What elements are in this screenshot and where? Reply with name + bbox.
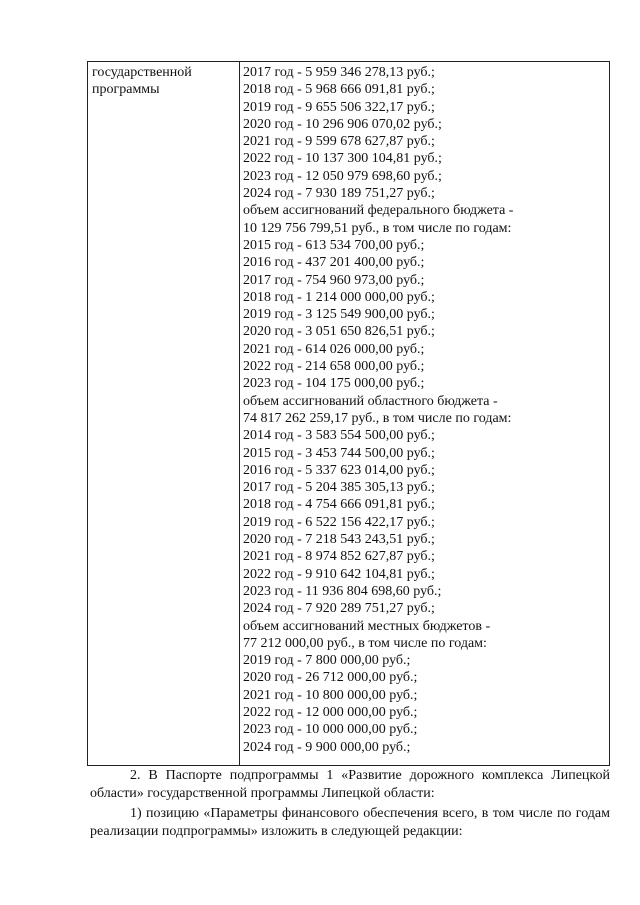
table-left-cell — [92, 64, 236, 99]
budget-line: 2019 год - 7 800 000,00 руб.; — [243, 653, 411, 669]
budget-line: 2023 год - 10 000 000,00 руб.; — [243, 722, 418, 738]
budget-line: 2019 год - 6 522 156 422,17 руб.; — [243, 514, 435, 530]
budget-line: 2017 год - 5 204 385 305,13 руб.; — [243, 480, 435, 496]
budget-line: объем ассигнований федерального бюджета - — [243, 203, 514, 219]
budget-line: 2018 год - 4 754 666 091,81 руб.; — [243, 497, 435, 513]
budget-line: 2016 год - 5 337 623 014,00 руб.; — [243, 462, 435, 478]
budget-line: объем ассигнований местных бюджетов - — [243, 618, 491, 634]
budget-line: 10 129 756 799,51 руб., в том числе по годам: — [243, 220, 512, 236]
budget-line: 2021 год - 9 599 678 627,87 руб.; — [243, 134, 435, 150]
paragraph-subprogram-passport — [90, 767, 610, 803]
budget-line: 2020 год - 26 712 000,00 руб.; — [243, 670, 418, 686]
budget-line: 2016 год - 437 201 400,00 руб.; — [243, 255, 425, 271]
column-divider — [239, 62, 240, 765]
budget-line: 2022 год - 12 000 000,00 руб.; — [243, 704, 418, 720]
budget-line: 2023 год - 11 936 804 698,60 руб.; — [243, 583, 442, 599]
budget-line: 2020 год - 7 218 543 243,51 руб.; — [243, 532, 435, 548]
budget-line: 2018 год - 1 214 000 000,00 руб.; — [243, 289, 435, 305]
budget-table — [87, 61, 610, 766]
budget-line: 2021 год - 8 974 852 627,87 руб.; — [243, 549, 435, 565]
budget-line: объем ассигнований областного бюджета - — [243, 393, 498, 409]
budget-line: 2024 год - 9 900 000,00 руб.; — [243, 739, 411, 755]
left-cell-line: программы — [92, 82, 160, 98]
budget-line: 2021 год - 10 800 000,00 руб.; — [243, 687, 418, 703]
budget-line: 2022 год - 10 137 300 104,81 руб.; — [243, 151, 442, 167]
budget-line: 2017 год - 754 960 973,00 руб.; — [243, 272, 425, 288]
budget-line: 2023 год - 104 175 000,00 руб.; — [243, 376, 425, 392]
budget-line: 2020 год - 10 296 906 070,02 руб.; — [243, 116, 442, 132]
budget-line: 2020 год - 3 051 650 826,51 руб.; — [243, 324, 435, 340]
paragraph-text: 1) позицию «Параметры финансового обеспечения всего, в том числе по годам реализации подпрограммы» изложить в следующей редакции: — [90, 806, 610, 839]
budget-line: 77 212 000,00 руб., в том числе по годам: — [243, 635, 487, 651]
budget-line: 2018 год - 5 968 666 091,81 руб.; — [243, 82, 435, 98]
budget-line: 2022 год - 9 910 642 104,81 руб.; — [243, 566, 435, 582]
budget-line: 2023 год - 12 050 979 698,60 руб.; — [243, 168, 442, 184]
budget-line: 2024 год - 7 920 289 751,27 руб.; — [243, 601, 435, 617]
budget-line: 2019 год - 3 125 549 900,00 руб.; — [243, 307, 435, 323]
budget-line: 2021 год - 614 026 000,00 руб.; — [243, 341, 425, 357]
budget-line: 2024 год - 7 930 189 751,27 руб.; — [243, 186, 435, 202]
budget-line: 2017 год - 5 959 346 278,13 руб.; — [243, 65, 435, 80]
budget-line: 2015 год - 3 453 744 500,00 руб.; — [243, 445, 435, 461]
left-cell-line: государственной — [92, 65, 192, 80]
table-right-cell — [243, 64, 607, 756]
paragraph-financing-position — [90, 805, 610, 841]
budget-line: 2014 год - 3 583 554 500,00 руб.; — [243, 428, 435, 444]
budget-line: 2022 год - 214 658 000,00 руб.; — [243, 359, 425, 375]
budget-line: 74 817 262 259,17 руб., в том числе по годам: — [243, 410, 512, 426]
budget-line: 2019 год - 9 655 506 322,17 руб.; — [243, 99, 435, 115]
paragraph-text: 2. В Паспорте подпрограммы 1 «Развитие дорожного комплекса Липецкой области» государственной программы Липецкой области: — [90, 768, 610, 801]
budget-line: 2015 год - 613 534 700,00 руб.; — [243, 237, 425, 253]
